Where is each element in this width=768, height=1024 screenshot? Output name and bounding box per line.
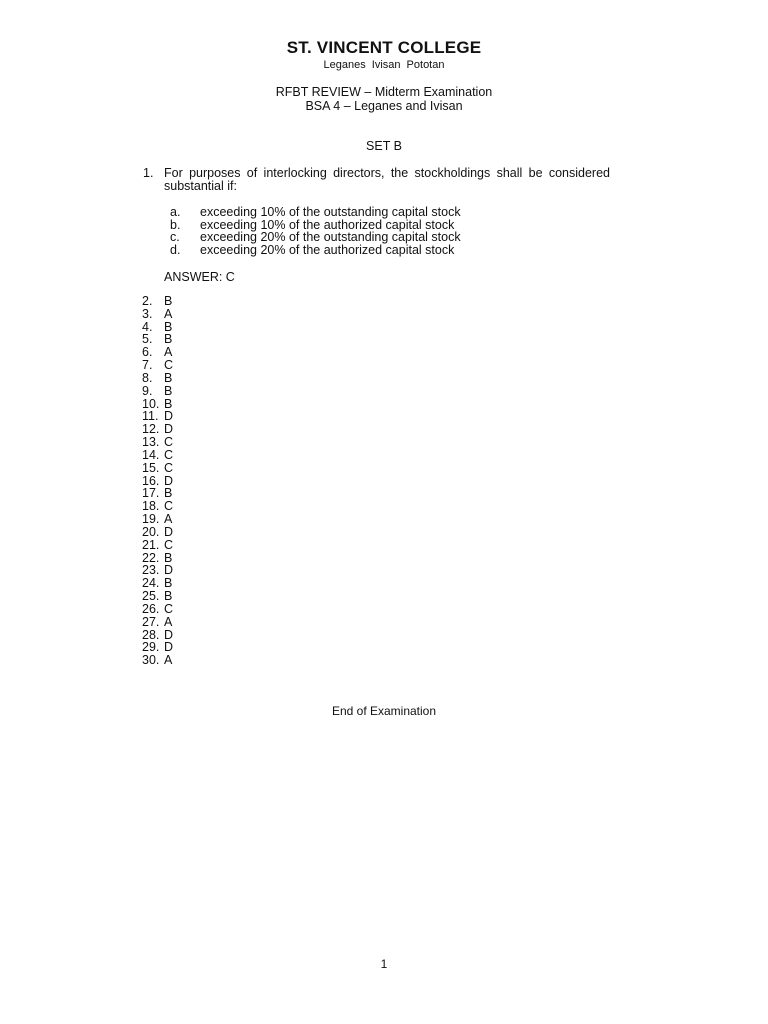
answer-letter: B — [164, 396, 173, 411]
answer-number: 21. — [142, 537, 160, 552]
answer-number: 7. — [142, 358, 153, 373]
answer-letter: C — [164, 537, 174, 552]
answer-letter: D — [164, 473, 174, 488]
answer-letter: D — [164, 563, 174, 578]
choice-letter: a. — [170, 205, 181, 219]
answer-row — [142, 603, 173, 616]
answer-number: 10. — [142, 396, 160, 411]
answer-letter: C — [164, 499, 174, 514]
answer-number: 24. — [142, 576, 160, 591]
answer-number: 15. — [142, 460, 160, 475]
answer-row — [142, 616, 173, 629]
choice-letter: b. — [170, 217, 181, 232]
answer-number: 23. — [142, 563, 160, 578]
answer-letter: A — [164, 653, 173, 668]
answer-number: 27. — [142, 614, 160, 629]
answer-letter: D — [164, 640, 174, 655]
choice-text: exceeding 20% of the outstanding capital stock — [200, 230, 461, 245]
answer-letter: C — [164, 601, 174, 616]
choice-letter: d. — [170, 242, 181, 257]
answer-letter: B — [164, 319, 173, 334]
answer-letter: A — [164, 614, 173, 629]
exam-title: RFBT REVIEW – Midterm Examination — [275, 85, 493, 99]
answer-row — [142, 295, 173, 308]
answer-letter: B — [164, 550, 173, 565]
answer-number: 11. — [142, 409, 159, 424]
choice-text: exceeding 10% of the authorized capital stock — [200, 217, 455, 232]
answer-row — [142, 449, 173, 462]
answer-letter: C — [164, 447, 174, 462]
answer-number: 4. — [142, 319, 153, 334]
answer-row — [142, 385, 173, 398]
answer-letter: A — [164, 512, 173, 527]
answer-number: 3. — [142, 306, 153, 321]
answer-row — [142, 539, 173, 552]
answer-number: 17. — [142, 486, 160, 501]
college-name: ST. VINCENT COLLEGE — [286, 38, 482, 57]
exam-subtitle: BSA 4 – Leganes and Ivisan — [305, 99, 463, 113]
answer-number: 28. — [142, 627, 160, 642]
choice-item — [170, 206, 461, 219]
answer-number: 19. — [142, 512, 160, 527]
question-number: 1. — [143, 166, 154, 180]
answer-number: 6. — [142, 345, 153, 360]
end-of-examination: End of Examination — [331, 704, 437, 718]
answer-number: 13. — [142, 435, 160, 450]
answer-letter: A — [164, 306, 173, 321]
answer-number: 9. — [142, 383, 153, 398]
answer-letter: B — [164, 383, 173, 398]
answer-number: 25. — [142, 589, 160, 604]
answer-letter: B — [164, 294, 173, 308]
answer-row — [142, 308, 173, 321]
answer-letter: B — [164, 589, 173, 604]
answer-letter: B — [164, 486, 173, 501]
answer-number: 8. — [142, 370, 153, 385]
answer-number: 26. — [142, 601, 160, 616]
answer-row — [142, 513, 173, 526]
answer-row — [142, 462, 173, 475]
answer-letter: B — [164, 332, 173, 347]
answer-number: 16. — [142, 473, 160, 488]
answer-letter: C — [164, 460, 174, 475]
answer-key-list — [142, 295, 173, 667]
answer-number: 22. — [142, 550, 160, 565]
answer-letter: A — [164, 345, 173, 360]
campus-list: Leganes Ivisan Pototan — [323, 59, 445, 71]
answer-letter: C — [164, 358, 174, 373]
answer-number: 29. — [142, 640, 160, 655]
answer-row — [142, 590, 173, 603]
choice-list — [170, 206, 461, 256]
answer-number: 18. — [142, 499, 160, 514]
answer-row — [142, 654, 173, 667]
answer-row — [142, 526, 173, 539]
choice-item — [170, 244, 461, 257]
answer-letter: C — [164, 435, 174, 450]
answer-row — [142, 436, 173, 449]
answer-row — [142, 372, 173, 385]
answer-letter: B — [164, 576, 173, 591]
answer-number: 14. — [142, 447, 160, 462]
answer-number: 12. — [142, 422, 160, 437]
answer-letter: D — [164, 524, 174, 539]
choice-item — [170, 231, 461, 244]
choice-letter: c. — [170, 230, 180, 245]
page-number: 1 — [380, 957, 388, 971]
answer-number: 2. — [142, 294, 153, 308]
question-1 — [143, 167, 610, 193]
question-1-answer: ANSWER: C — [164, 270, 235, 284]
choice-text: exceeding 10% of the outstanding capital stock — [200, 205, 461, 219]
set-label: SET B — [366, 139, 402, 153]
answer-letter: D — [164, 409, 174, 424]
answer-number: 30. — [142, 653, 160, 668]
answer-number: 5. — [142, 332, 153, 347]
question-text: For purposes of interlocking directors, the stockholdings shall be considered substantial if: — [164, 166, 610, 193]
answer-letter: D — [164, 422, 174, 437]
answer-letter: D — [164, 627, 174, 642]
choice-text: exceeding 20% of the authorized capital stock — [200, 242, 455, 257]
answer-number: 20. — [142, 524, 160, 539]
answer-letter: B — [164, 370, 173, 385]
